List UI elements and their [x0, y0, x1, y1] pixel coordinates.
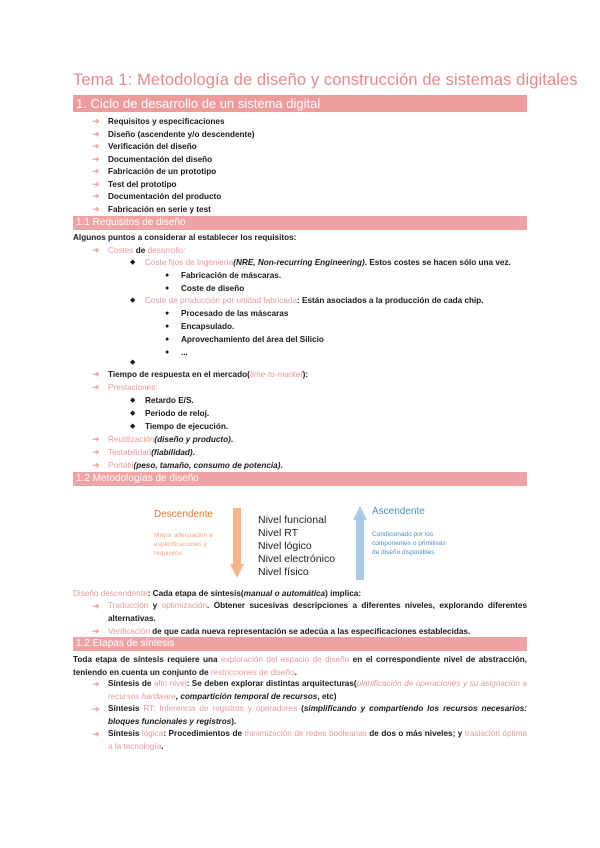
level-item: Nivel lógico	[258, 540, 312, 552]
cycle-item: Requisitos y especificaciones	[108, 117, 225, 126]
right-arrow-icon: ➔	[92, 679, 100, 689]
right-arrow-icon: ➔	[92, 178, 100, 189]
production-item: Procesado de las máscaras	[181, 309, 289, 318]
bullet-icon: ◆	[130, 359, 136, 366]
prestaciones-item: Tiempo de ejecución.	[145, 422, 229, 431]
bullet-icon: ●	[165, 349, 170, 356]
testabilidad-line: Testabilidad(fiabilidad).	[108, 448, 195, 457]
right-arrow-icon: ➔	[92, 141, 100, 151]
document-title: Tema 1: Metodología de diseño y construcción de sistemas digitales	[73, 71, 578, 89]
bullet-icon: ●	[165, 310, 170, 317]
abstraction-levels	[258, 514, 335, 579]
verificacion-line: Verificación de que cada nueva representación se adecúa a las especificaciones establecidas.	[108, 627, 471, 636]
bullet-icon: ◆	[130, 297, 136, 304]
right-arrow-icon: ➔	[92, 601, 100, 611]
time-to-market-line: Tiempo de respuesta en el mercado(time-to-market):	[108, 370, 309, 379]
section-1-1-heading: 1.1 Requisitos de diseño	[73, 216, 527, 230]
costes-line: Costes de desarrollo:	[108, 246, 186, 255]
production-line: Coste de producción por unidad fabricada: Están asociados a la producción de cada chip.	[145, 296, 484, 305]
right-arrow-icon: ➔	[92, 369, 100, 379]
bullet-icon: ◆	[130, 259, 136, 266]
right-arrow-icon: ➔	[92, 434, 100, 444]
alto-nivel-paragraph: Síntesis de alto nivel: Se deben explorar distintas arquitecturas(planificación de operaciones y su asignación a recursos hardware, compartición temporal de recursos, etc)	[108, 679, 527, 701]
section-1-2b-heading: 1.2 Etapas de síntesis	[73, 637, 527, 651]
right-arrow-icon: ➔	[92, 460, 100, 470]
bullet-icon: ◆	[130, 397, 136, 404]
bullet-icon: ●	[165, 323, 170, 330]
prestaciones-line: Prestaciones:	[108, 383, 158, 392]
right-arrow-icon: ➔	[92, 447, 100, 457]
production-item: Aprovechamiento del área del Silicio	[181, 335, 324, 344]
nre-item: Fabricación de máscaras.	[181, 271, 282, 280]
prestaciones-item: Retardo E/S.	[145, 396, 194, 405]
ascendente-label: Ascendente	[372, 506, 425, 517]
bullet-icon: ●	[165, 336, 170, 343]
right-arrow-icon: ➔	[92, 245, 100, 255]
nre-line: Coste fijos de Ingeniería(NRE, Non-recurring Engineering). Estos costes se hacen sólo una vez.	[145, 258, 511, 267]
cycle-item: Test del prototipo	[108, 179, 177, 189]
right-arrow-icon: ➔	[92, 191, 100, 201]
level-item: Nivel RT	[258, 527, 299, 539]
section-1-2-heading: 1.2 Metodologías de diseño	[73, 472, 527, 486]
descendente-description: Mayor adecuación a especificaciones y requisitos	[154, 532, 213, 557]
ascendente-description: Condicionado por los componentes o primitivas de diseño disponibles	[372, 531, 446, 556]
rt-paragraph: Síntesis RT: Inferencia de registros y operadores (simplificando y compartiendo los recursos necesarios: bloques funcionales y registros).	[108, 704, 527, 726]
bullet-icon: ◆	[130, 423, 136, 430]
prestaciones-item: Periodo de reloj.	[145, 409, 210, 418]
right-arrow-icon: ➔	[92, 203, 100, 214]
nre-item: Coste de diseño	[181, 284, 245, 293]
right-arrow-icon: ➔	[92, 382, 100, 392]
diseno-descendente-line: Diseño descendente: Cada etapa de síntesis(manual o automática) implica:	[73, 589, 362, 598]
cycle-item: Documentación del producto	[108, 192, 222, 201]
cycle-item: Diseño (ascendente y/o descendente)	[108, 129, 255, 139]
cycle-item: Documentación del diseño	[108, 154, 213, 164]
right-arrow-icon: ➔	[92, 729, 100, 739]
right-arrow-icon: ➔	[92, 166, 100, 176]
cycle-item: Verificación del diseño	[108, 142, 197, 151]
synthesis-intro-paragraph: Toda etapa de síntesis requiere una exploración del espacio de diseño en el correspondiente nivel de abstracción, teniendo en cuenta un conjunto de restricciones de diseño.	[73, 655, 527, 677]
portatil-line: Portátil(peso, tamaño, consumo de potencia).	[108, 461, 283, 470]
cycle-item: Fabricación en serie y test	[108, 204, 211, 214]
level-item: Nivel físico	[258, 566, 309, 578]
logica-paragraph: Síntesis lógica: Procedimientos de minimización de redes booleanas de dos o más niveles; y traslación óptima a la tecnología.	[108, 729, 527, 751]
production-item: Encapsulado.	[181, 322, 235, 331]
right-arrow-icon: ➔	[92, 116, 100, 126]
bullet-icon: ●	[165, 272, 170, 279]
reutilizacion-line: Reutilización(diseño y producto).	[108, 435, 234, 444]
production-item: ...	[181, 348, 188, 357]
level-item: Nivel electrónico	[258, 553, 336, 565]
right-arrow-icon: ➔	[92, 153, 100, 164]
requirements-intro: Algunos puntos a considerar al establecer los requisitos:	[73, 233, 297, 242]
traduccion-paragraph: Traducción y optimización. Obtener sucesivas descripciones a diferentes niveles, explorando diferentes alternativas.	[108, 601, 527, 623]
descendente-label: Descendente	[154, 509, 213, 520]
right-arrow-icon: ➔	[92, 704, 100, 714]
design-methodology-diagram	[150, 500, 450, 585]
bullet-icon: ◆	[130, 410, 136, 417]
section-1-heading: 1. Ciclo de desarrollo de un sistema digital	[73, 95, 527, 112]
level-item: Nivel funcional	[258, 514, 327, 526]
right-arrow-icon: ➔	[92, 128, 100, 139]
right-arrow-icon: ➔	[92, 626, 100, 636]
up-arrow-icon	[353, 506, 367, 580]
bullet-icon: ●	[165, 285, 170, 292]
cycle-item: Fabricación de un prototipo	[108, 167, 217, 176]
down-arrow-icon	[230, 508, 244, 580]
